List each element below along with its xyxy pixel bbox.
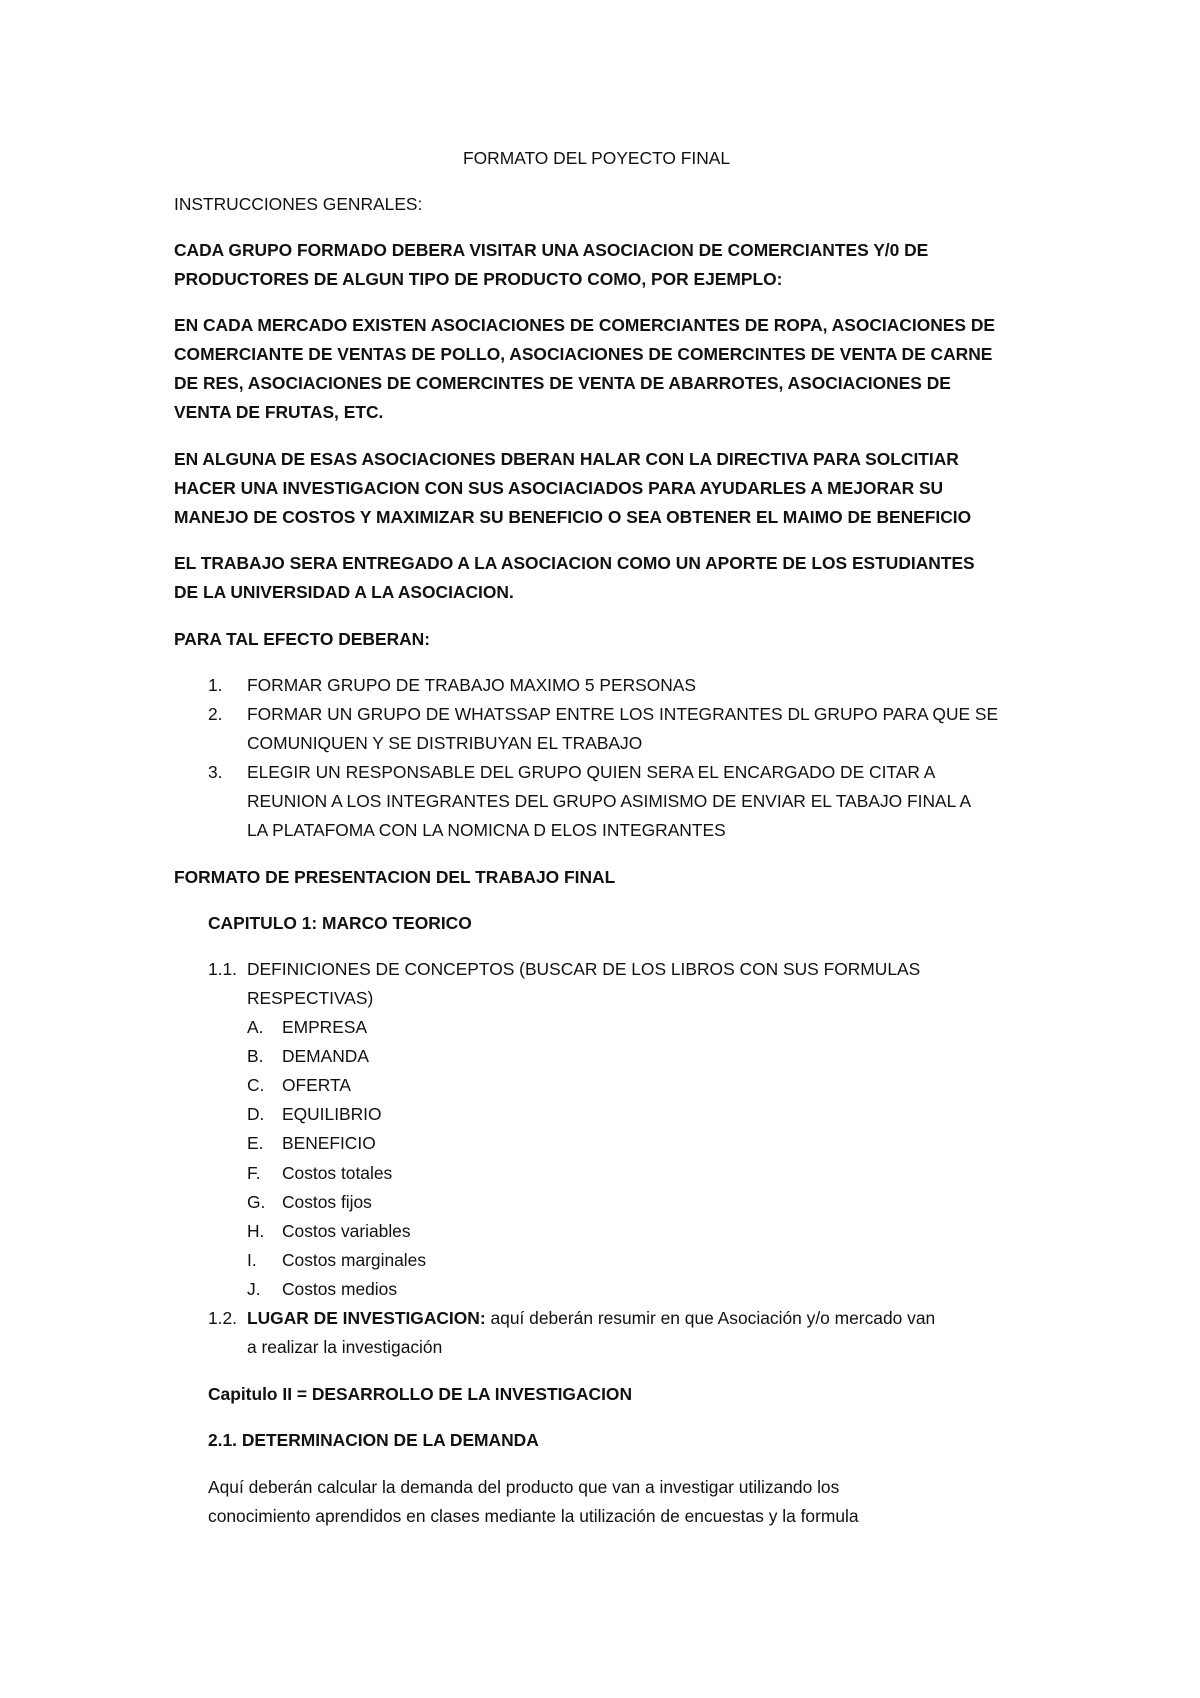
step-text: ELEGIR UN RESPONSABLE DEL GRUPO QUIEN SERA EL ENCARGADO DE CITAR A [247, 762, 936, 782]
concept-letter: F. [247, 1163, 261, 1183]
concept-letter: B. [247, 1046, 264, 1066]
concept-letter: G. [247, 1192, 266, 1212]
concept-item: Costos marginales [282, 1250, 427, 1270]
paragraph-line: VENTA DE FRUTAS, ETC. [174, 402, 384, 422]
paragraph-line: MANEJO DE COSTOS Y MAXIMIZAR SU BENEFICIO O SEA OBTENER EL MAIMO DE BENEFICIO [174, 507, 972, 527]
paragraph-line: EN ALGUNA DE ESAS ASOCIACIONES DBERAN HALAR CON LA DIRECTIVA PARA SOLCITIAR [174, 449, 959, 469]
step-text: LA PLATAFOMA CON LA NOMICNA D ELOS INTEGRANTES [247, 820, 726, 840]
paragraph-line: EL TRABAJO SERA ENTREGADO A LA ASOCIACION COMO UN APORTE DE LOS ESTUDIANTES [174, 553, 975, 573]
body-text: Aquí deberán calcular la demanda del producto que van a investigar utilizando los [208, 1477, 840, 1497]
paragraph-line: PRODUCTORES DE ALGUN TIPO DE PRODUCTO COMO, POR EJEMPLO: [174, 269, 783, 289]
section-description: aquí deberán resumir en que Asociación y/o mercado van [485, 1308, 936, 1328]
concept-letter: I. [247, 1250, 257, 1270]
step-number: 2. [208, 704, 223, 724]
format-heading: FORMATO DE PRESENTACION DEL TRABAJO FINAL [174, 867, 616, 887]
step-text: FORMAR UN GRUPO DE WHATSSAP ENTRE LOS INTEGRANTES DL GRUPO PARA QUE SE [247, 704, 999, 724]
step-number: 1. [208, 675, 223, 695]
paragraph-line: DE RES, ASOCIACIONES DE COMERCINTES DE VENTA DE ABARROTES, ASOCIACIONES DE [174, 373, 951, 393]
concept-item: EQUILIBRIO [282, 1104, 382, 1124]
concept-letter: E. [247, 1133, 264, 1153]
concept-letter: J. [247, 1279, 261, 1299]
paragraph-line: COMERCIANTE DE VENTAS DE POLLO, ASOCIACIONES DE COMERCINTES DE VENTA DE CARNE [174, 344, 993, 364]
concept-letter: C. [247, 1075, 265, 1095]
step-number: 3. [208, 762, 223, 782]
section-number: 1.2. [208, 1308, 238, 1328]
paragraph-line: HACER UNA INVESTIGACION CON SUS ASOCIACIADOS PARA AYUDARLES A MEJORAR SU [174, 478, 944, 498]
concept-item: BENEFICIO [282, 1133, 376, 1153]
paragraph-line: DE LA UNIVERSIDAD A LA ASOCIACION. [174, 582, 514, 602]
concept-item: OFERTA [282, 1075, 351, 1095]
paragraph-line: CADA GRUPO FORMADO DEBERA VISITAR UNA ASOCIACION DE COMERCIANTES Y/0 DE [174, 240, 929, 260]
section-text: RESPECTIVAS) [247, 988, 374, 1008]
concept-item: Costos variables [282, 1221, 411, 1241]
concept-item: DEMANDA [282, 1046, 369, 1066]
instructions-heading: INSTRUCCIONES GENRALES: [174, 194, 423, 214]
section-label: LUGAR DE INVESTIGACION: [247, 1308, 486, 1328]
section-text: a realizar la investigación [247, 1337, 443, 1357]
concept-item: Costos totales [282, 1163, 393, 1183]
concept-item: Costos fijos [282, 1192, 372, 1212]
section-text [247, 1307, 935, 1329]
body-text: conocimiento aprendidos en clases mediante la utilización de encuestas y la formula [208, 1506, 859, 1526]
concept-letter: A. [247, 1017, 264, 1037]
step-text: FORMAR GRUPO DE TRABAJO MAXIMO 5 PERSONAS [247, 675, 697, 695]
step-text: COMUNIQUEN Y SE DISTRIBUYAN EL TRABAJO [247, 733, 643, 753]
concept-letter: H. [247, 1221, 265, 1241]
paragraph-line: PARA TAL EFECTO DEBERAN: [174, 629, 431, 649]
step-text: REUNION A LOS INTEGRANTES DEL GRUPO ASIMISMO DE ENVIAR EL TABAJO FINAL A [247, 791, 972, 811]
concept-letter: D. [247, 1104, 265, 1124]
chapter-2-heading: Capitulo II = DESARROLLO DE LA INVESTIGACION [208, 1384, 632, 1404]
concept-item: EMPRESA [282, 1017, 368, 1037]
section-number: 1.1. [208, 959, 238, 979]
paragraph-line: EN CADA MERCADO EXISTEN ASOCIACIONES DE COMERCIANTES DE ROPA, ASOCIACIONES DE [174, 315, 995, 335]
section-2-1-heading: 2.1. DETERMINACION DE LA DEMANDA [208, 1430, 539, 1450]
concept-item: Costos medios [282, 1279, 398, 1299]
chapter-1-heading: CAPITULO 1: MARCO TEORICO [208, 913, 472, 933]
document-title: FORMATO DEL POYECTO FINAL [463, 148, 731, 168]
section-text: DEFINICIONES DE CONCEPTOS (BUSCAR DE LOS LIBROS CON SUS FORMULAS [247, 959, 921, 979]
